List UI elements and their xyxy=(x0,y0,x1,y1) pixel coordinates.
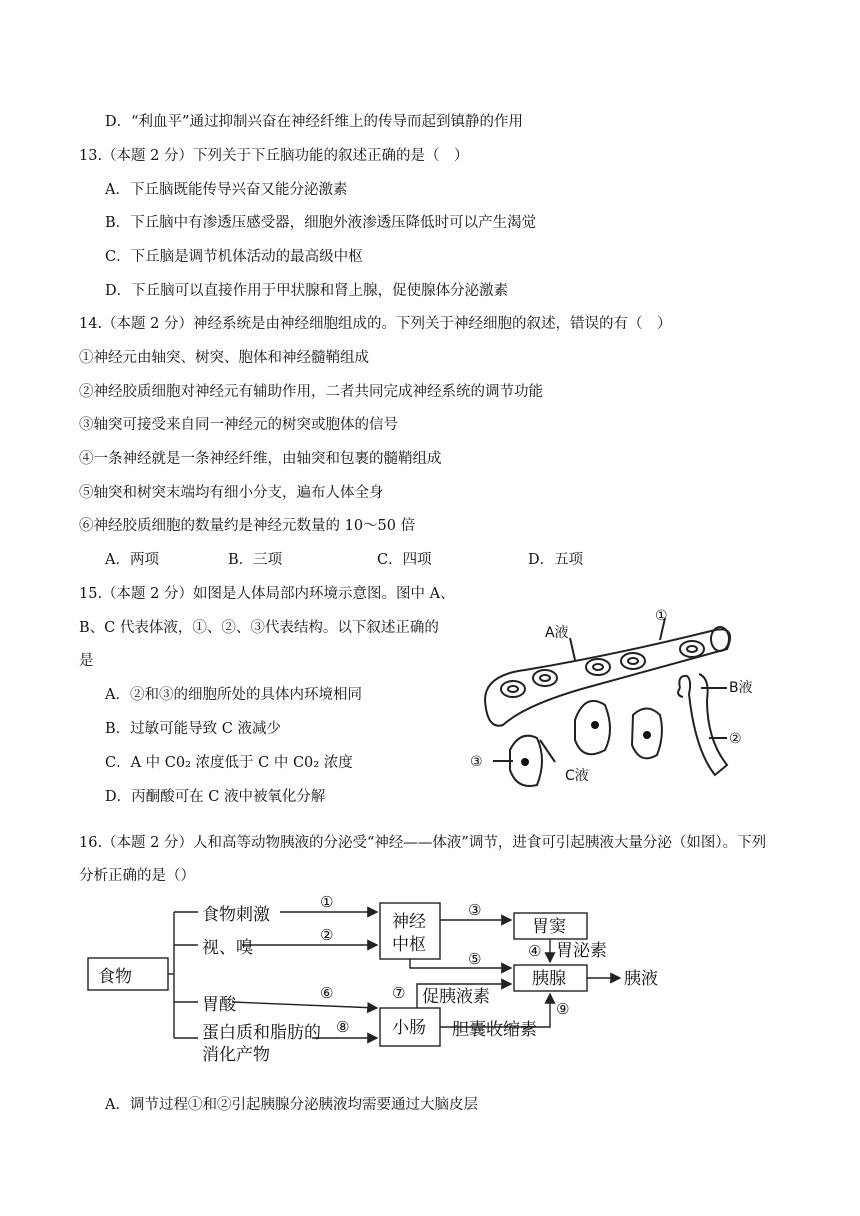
q12-option-d: D．“利血平”通过抑制兴奋在神经纤维上的传导而起到镇静的作用 xyxy=(105,114,523,130)
q16-num-5: ⑤ xyxy=(468,950,482,968)
q15-label-c: C液 xyxy=(565,768,589,784)
q16-sight-smell: 视、嗅 xyxy=(202,938,253,958)
q15-label-a: A液 xyxy=(545,625,569,641)
q14-option-a: A．两项 xyxy=(105,552,159,568)
q15-internal-environment-figure xyxy=(465,600,775,795)
q14-statement-3: ③轴突可接受来自同一神经元的树突或胞体的信号 xyxy=(79,417,398,433)
q15-option-a: A．②和③的细胞所处的具体内环境相同 xyxy=(105,687,362,703)
q16-pancreas: 胰腺 xyxy=(532,969,566,989)
q15-stem-line-3: 是 xyxy=(79,653,94,669)
q16-small-intestine: 小肠 xyxy=(392,1018,426,1038)
q14-option-d: D．五项 xyxy=(528,552,584,568)
q13-stem: 13.（本题 2 分）下列关于下丘脑功能的叙述正确的是（ ） xyxy=(79,148,469,164)
q16-num-6: ⑥ xyxy=(320,984,334,1002)
q16-cck: 胆囊收缩素 xyxy=(452,1020,537,1040)
q16-num-3: ③ xyxy=(468,901,482,919)
q16-food: 食物 xyxy=(98,967,132,987)
q16-secretin: 促胰液素 xyxy=(422,987,490,1007)
q14-statement-1: ①神经元由轴突、树突、胞体和神经髓鞘组成 xyxy=(79,350,369,366)
q16-digest-line-2: 消化产物 xyxy=(202,1045,270,1065)
q16-num-8: ⑧ xyxy=(336,1018,350,1036)
q13-option-a: A．下丘脑既能传导兴奋又能分泌激素 xyxy=(105,182,348,198)
q16-antrum: 胃窦 xyxy=(532,917,566,937)
q16-num-4: ④ xyxy=(528,942,542,960)
q16-num-7: ⑦ xyxy=(392,984,406,1002)
q14-option-b: B．三项 xyxy=(228,552,283,568)
q15-option-d: D．丙酮酸可在 C 液中被氧化分解 xyxy=(105,789,326,805)
q14-statement-4: ④一条神经就是一条神经纤维，由轴突和包裹的髓鞘组成 xyxy=(79,451,442,467)
q15-label-2: ② xyxy=(729,731,742,747)
q15-label-b: B液 xyxy=(729,680,753,696)
q14-statement-6: ⑥神经胶质细胞的数量约是神经元数量的 10～50 倍 xyxy=(79,518,416,534)
q16-num-9: ⑨ xyxy=(556,1000,570,1018)
q16-stem-line-1: 16.（本题 2 分）人和高等动物胰液的分泌受“神经——体液”调节，进食可引起胰液大量分泌（如图）。下列 xyxy=(79,835,767,851)
q16-center-line-1: 神经 xyxy=(392,912,426,932)
q13-option-d: D．下丘脑可以直接作用于甲状腺和肾上腺，促使腺体分泌激素 xyxy=(105,283,509,299)
q16-regulation-diagram xyxy=(80,890,700,1070)
q14-statement-5: ⑤轴突和树突末端均有细小分支，遍布人体全身 xyxy=(79,485,384,501)
q16-num-2: ② xyxy=(320,926,334,944)
q16-option-a: A．调节过程①和②引起胰腺分泌胰液均需要通过大脑皮层 xyxy=(105,1097,478,1113)
q13-option-c: C．下丘脑是调节机体活动的最高级中枢 xyxy=(105,249,363,265)
q16-gastrin: 胃泌素 xyxy=(556,941,607,961)
q15-stem-line-2: B、C 代表体液，①、②、③代表结构。以下叙述正确的 xyxy=(79,620,439,636)
q16-pancreatic-juice: 胰液 xyxy=(624,969,658,989)
q16-digest-line-1: 蛋白质和脂肪的 xyxy=(202,1023,321,1043)
q15-label-3: ③ xyxy=(470,754,483,770)
q15-option-b: B．过敏可能导致 C 液减少 xyxy=(105,721,281,737)
q16-gastric-acid: 胃酸 xyxy=(202,995,236,1015)
q15-stem-line-1: 15.（本题 2 分）如图是人体局部内环境示意图。图中 A、 xyxy=(79,586,455,602)
q16-center-line-2: 中枢 xyxy=(392,935,426,955)
q14-stem: 14.（本题 2 分）神经系统是由神经细胞组成的。下列关于神经细胞的叙述，错误的有（ ） xyxy=(79,316,672,332)
q14-statement-2: ②神经胶质细胞对神经元有辅助作用，二者共同完成神经系统的调节功能 xyxy=(79,384,543,400)
q16-food-stimulus: 食物刺激 xyxy=(202,905,270,925)
q16-num-1: ① xyxy=(320,893,334,911)
q13-option-b: B．下丘脑中有渗透压感受器，细胞外液渗透压降低时可以产生渴觉 xyxy=(105,215,537,231)
q15-label-1: ① xyxy=(655,608,668,624)
q16-stem-line-2: 分析正确的是（） xyxy=(79,868,195,884)
q14-option-c: C．四项 xyxy=(377,552,432,568)
q15-option-c: C．A 中 C0₂ 浓度低于 C 中 C0₂ 浓度 xyxy=(105,755,353,771)
